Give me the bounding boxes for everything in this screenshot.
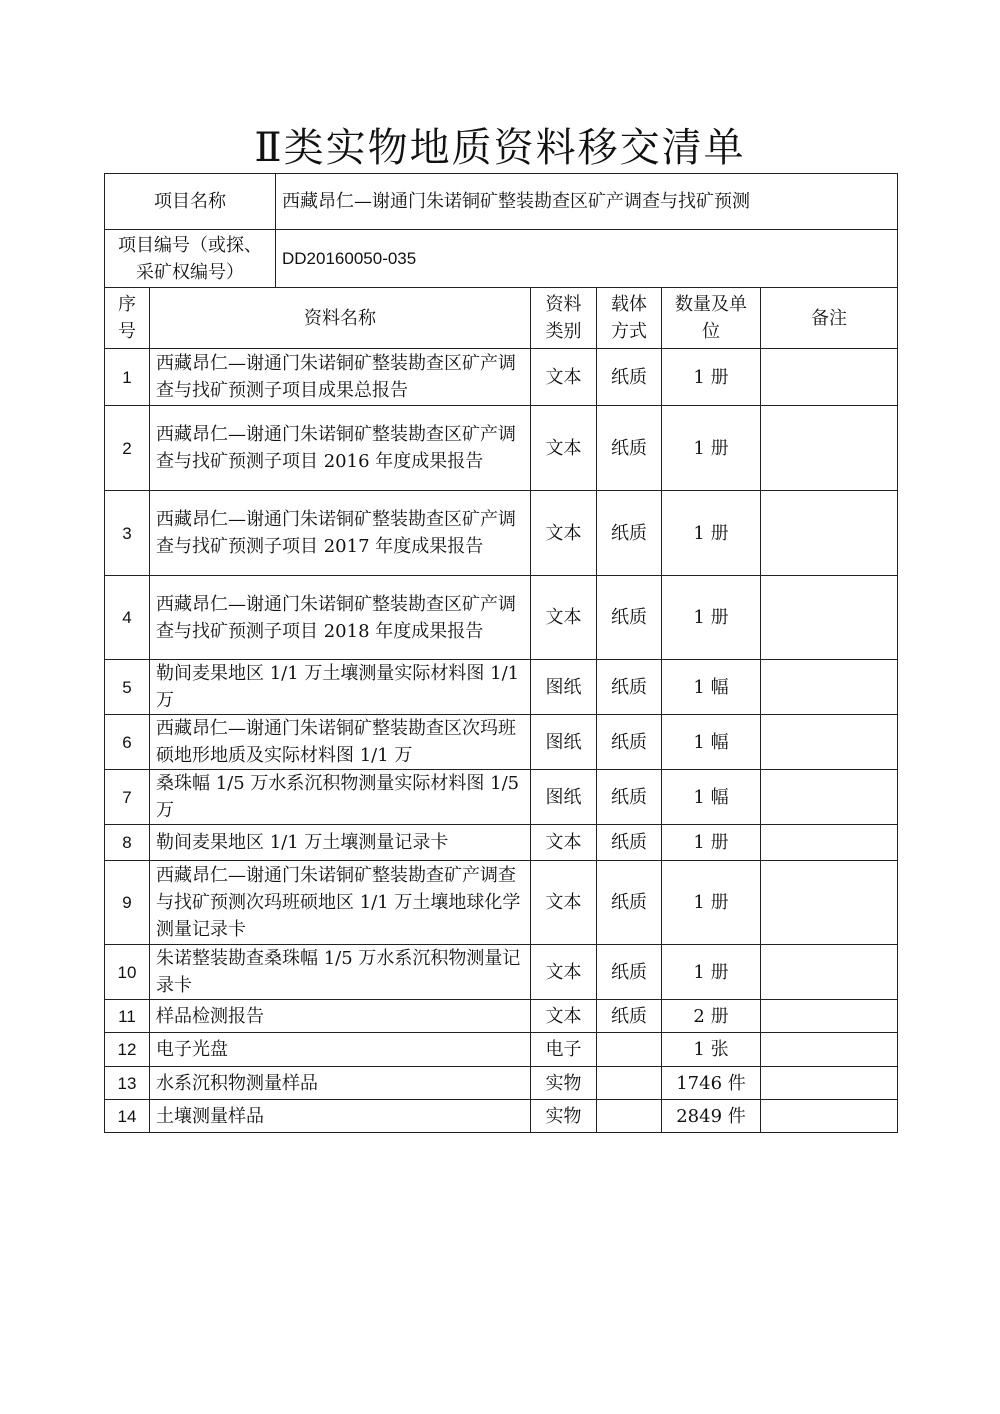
row-material-name: 西藏昂仁—谢通门朱诺铜矿整装勘查区矿产调查与找矿预测子项目 2016 年度成果报告: [150, 406, 531, 491]
row-material-name: 勒间麦果地区 1/1 万土壤测量实际材料图 1/1 万: [150, 660, 531, 715]
row-carrier: [597, 1100, 662, 1133]
row-remark: [761, 406, 898, 491]
row-category: 文本: [531, 576, 597, 660]
row-seq: 1: [105, 349, 150, 406]
row-carrier: 纸质: [597, 825, 662, 861]
row-seq: 4: [105, 576, 150, 660]
table-row: [105, 1067, 898, 1100]
row-quantity: 1 幅: [662, 660, 761, 715]
table-row: [105, 945, 898, 1000]
row-remark: [761, 861, 898, 945]
row-carrier: 纸质: [597, 406, 662, 491]
row-quantity: 1 张: [662, 1033, 761, 1067]
row-remark: [761, 1000, 898, 1033]
row-remark: [761, 715, 898, 770]
row-remark: [761, 576, 898, 660]
row-remark: [761, 349, 898, 406]
row-seq: 2: [105, 406, 150, 491]
row-carrier: [597, 1033, 662, 1067]
row-quantity: 1 册: [662, 945, 761, 1000]
row-seq: 10: [105, 945, 150, 1000]
column-header-category: 资料类别: [531, 288, 597, 349]
column-header-quantity: 数量及单位: [662, 288, 761, 349]
page-title: Ⅱ类实物地质资料移交清单: [254, 125, 746, 171]
row-remark: [761, 770, 898, 825]
row-material-name: 电子光盘: [150, 1033, 531, 1067]
row-carrier: 纸质: [597, 491, 662, 576]
row-carrier: 纸质: [597, 1000, 662, 1033]
row-remark: [761, 1100, 898, 1133]
row-quantity: 1746 件: [662, 1067, 761, 1100]
row-material-name: 勒间麦果地区 1/1 万土壤测量记录卡: [150, 825, 531, 861]
row-quantity: 1 册: [662, 861, 761, 945]
row-category: 图纸: [531, 715, 597, 770]
table-row: [105, 861, 898, 945]
row-quantity: 1 幅: [662, 715, 761, 770]
table-row: [105, 660, 898, 715]
row-quantity: 1 幅: [662, 770, 761, 825]
row-seq: 12: [105, 1033, 150, 1067]
row-category: 文本: [531, 1000, 597, 1033]
project-code-value: DD20160050-035: [276, 230, 898, 288]
row-quantity: 1 册: [662, 491, 761, 576]
row-material-name: 西藏昂仁—谢通门朱诺铜矿整装勘查矿产调查与找矿预测次玛班硕地区 1/1 万土壤地球化学测量记录卡: [150, 861, 531, 945]
row-seq: 13: [105, 1067, 150, 1100]
table-row: [105, 1000, 898, 1033]
row-remark: [761, 491, 898, 576]
row-remark: [761, 1033, 898, 1067]
row-material-name: 西藏昂仁—谢通门朱诺铜矿整装勘查区矿产调查与找矿预测子项目成果总报告: [150, 349, 531, 406]
row-category: 文本: [531, 861, 597, 945]
row-remark: [761, 945, 898, 1000]
row-seq: 7: [105, 770, 150, 825]
table-row: [105, 576, 898, 660]
row-seq: 8: [105, 825, 150, 861]
project-name-row: [105, 174, 898, 230]
column-header-remark: 备注: [761, 288, 898, 349]
column-header-row: [105, 288, 898, 349]
project-code-label: 项目编号（或探、采矿权编号）: [105, 230, 276, 288]
row-quantity: 2 册: [662, 1000, 761, 1033]
row-quantity: 1 册: [662, 576, 761, 660]
row-material-name: 桑珠幅 1/5 万水系沉积物测量实际材料图 1/5 万: [150, 770, 531, 825]
row-quantity: 2849 件: [662, 1100, 761, 1133]
row-material-name: 土壤测量样品: [150, 1100, 531, 1133]
table-row: [105, 1100, 898, 1133]
project-name-label: 项目名称: [105, 174, 276, 230]
table-row: [105, 349, 898, 406]
row-category: 图纸: [531, 660, 597, 715]
row-category: 文本: [531, 825, 597, 861]
row-quantity: 1 册: [662, 825, 761, 861]
row-material-name: 西藏昂仁—谢通门朱诺铜矿整装勘查区矿产调查与找矿预测子项目 2018 年度成果报告: [150, 576, 531, 660]
row-category: 实物: [531, 1100, 597, 1133]
row-remark: [761, 1067, 898, 1100]
row-quantity: 1 册: [662, 406, 761, 491]
column-header-carrier: 载体方式: [597, 288, 662, 349]
table-row: [105, 1033, 898, 1067]
row-category: 图纸: [531, 770, 597, 825]
table-row: [105, 406, 898, 491]
row-category: 实物: [531, 1067, 597, 1100]
row-carrier: 纸质: [597, 770, 662, 825]
row-seq: 6: [105, 715, 150, 770]
row-carrier: 纸质: [597, 349, 662, 406]
row-carrier: 纸质: [597, 576, 662, 660]
row-carrier: 纸质: [597, 715, 662, 770]
row-seq: 9: [105, 861, 150, 945]
row-quantity: 1 册: [662, 349, 761, 406]
table-row: [105, 770, 898, 825]
row-seq: 5: [105, 660, 150, 715]
row-material-name: 西藏昂仁—谢通门朱诺铜矿整装勘查区矿产调查与找矿预测子项目 2017 年度成果报告: [150, 491, 531, 576]
row-remark: [761, 660, 898, 715]
table-row: [105, 715, 898, 770]
transfer-list-table: [104, 173, 898, 1133]
row-material-name: 朱诺整装勘查桑珠幅 1/5 万水系沉积物测量记录卡: [150, 945, 531, 1000]
column-header-name: 资料名称: [150, 288, 531, 349]
project-code-row: [105, 230, 898, 288]
row-category: 文本: [531, 491, 597, 576]
row-category: 文本: [531, 406, 597, 491]
row-carrier: 纸质: [597, 945, 662, 1000]
row-carrier: 纸质: [597, 660, 662, 715]
row-category: 文本: [531, 945, 597, 1000]
row-seq: 3: [105, 491, 150, 576]
project-name-value: 西藏昂仁—谢通门朱诺铜矿整装勘查区矿产调查与找矿预测: [276, 174, 898, 230]
row-carrier: [597, 1067, 662, 1100]
row-material-name: 水系沉积物测量样品: [150, 1067, 531, 1100]
row-category: 文本: [531, 349, 597, 406]
row-carrier: 纸质: [597, 861, 662, 945]
row-remark: [761, 825, 898, 861]
row-material-name: 样品检测报告: [150, 1000, 531, 1033]
row-seq: 14: [105, 1100, 150, 1133]
table-row: [105, 491, 898, 576]
column-header-seq: 序号: [105, 288, 150, 349]
row-category: 电子: [531, 1033, 597, 1067]
table-row: [105, 825, 898, 861]
row-seq: 11: [105, 1000, 150, 1033]
row-material-name: 西藏昂仁—谢通门朱诺铜矿整装勘查区次玛班硕地形地质及实际材料图 1/1 万: [150, 715, 531, 770]
